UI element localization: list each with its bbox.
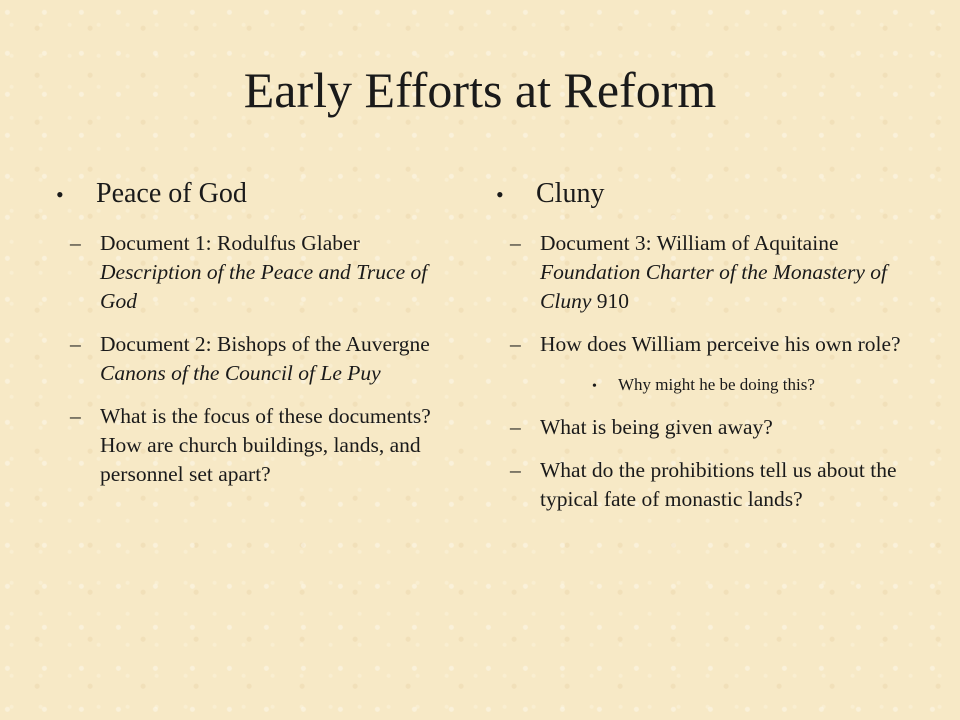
list-item <box>70 402 466 489</box>
bullet-dot: • <box>496 182 504 207</box>
bullet-dot: • <box>56 182 64 207</box>
dash: – <box>70 332 81 356</box>
list-item <box>510 330 916 359</box>
left-heading: Peace of God <box>96 178 247 209</box>
slide-title: Early Efforts at Reform <box>243 62 717 118</box>
item-text-italic: Canons of the Council of Le Puy <box>100 361 381 385</box>
list-item <box>70 330 466 388</box>
item-text <box>540 229 916 316</box>
list-item <box>510 456 916 514</box>
item-text <box>100 330 466 388</box>
list-item <box>510 229 916 316</box>
item-text: How does William perceive his own role? <box>540 332 901 356</box>
right-column <box>496 176 916 528</box>
right-heading: Cluny <box>536 178 605 209</box>
item-text-plain: Document 1: Rodulfus Glaber <box>100 231 360 255</box>
item-text-plain: 910 <box>591 289 629 313</box>
dash: – <box>510 458 521 482</box>
item-text: What is being given away? <box>540 415 773 439</box>
bullet-cluny <box>496 176 916 213</box>
sub-list-item <box>592 373 916 399</box>
item-text-italic: Foundation Charter of the Monastery of Cluny <box>540 260 887 313</box>
item-text-plain: Document 3: William of Aquitaine <box>540 231 839 255</box>
item-text-italic: Description of the Peace and Truce of God <box>100 260 428 313</box>
sub-item-text: Why might he be doing this? <box>618 375 815 394</box>
dash: – <box>70 231 81 255</box>
left-column <box>56 176 466 503</box>
bullet-dot: • <box>592 379 597 394</box>
list-item <box>70 229 466 316</box>
item-text-plain: Document 2: Bishops of the Auvergne <box>100 332 430 356</box>
list-item <box>510 413 916 442</box>
item-text: What is the focus of these documents? How are church buildings, lands, and personnel set apart? <box>100 404 431 486</box>
item-text: What do the prohibitions tell us about the typical fate of monastic lands? <box>540 458 897 511</box>
item-text <box>100 229 466 316</box>
dash: – <box>70 404 81 428</box>
bullet-peace-of-god <box>56 176 466 213</box>
dash: – <box>510 415 521 439</box>
dash: – <box>510 332 521 356</box>
dash: – <box>510 231 521 255</box>
